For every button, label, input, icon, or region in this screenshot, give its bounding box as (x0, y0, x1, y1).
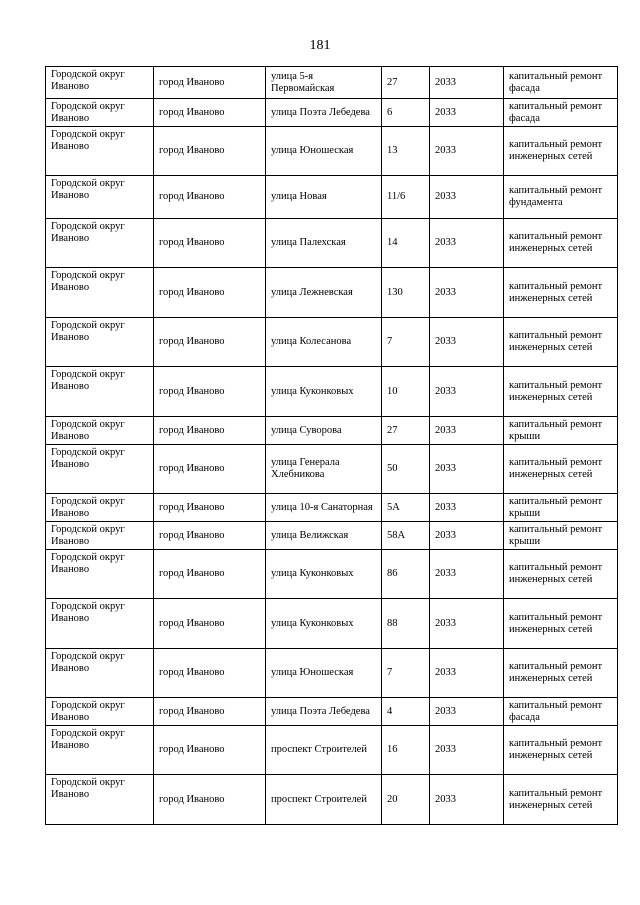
table-row (46, 599, 618, 649)
street-cell: улица Суворова (266, 417, 382, 445)
district-cell: Городской округ Иваново (46, 219, 154, 268)
district-cell: Городской округ Иваново (46, 649, 154, 698)
city-cell: город Иваново (154, 698, 266, 726)
work-type-cell: капитальный ремонт крыши (504, 522, 618, 550)
district-cell: Городской округ Иваново (46, 176, 154, 219)
work-type-cell: капитальный ремонт инженерных сетей (504, 268, 618, 318)
table-row (46, 494, 618, 522)
table-row (46, 550, 618, 599)
street-cell: улица Палехская (266, 219, 382, 268)
work-type-cell: капитальный ремонт фундамента (504, 176, 618, 219)
page-number: 181 (309, 38, 331, 53)
street-cell: улица Лежневская (266, 268, 382, 318)
year-cell: 2033 (430, 599, 504, 649)
street-cell: улица Куконковых (266, 550, 382, 599)
house-number-cell: 130 (382, 268, 430, 318)
district-cell: Городской округ Иваново (46, 698, 154, 726)
district-cell: Городской округ Иваново (46, 318, 154, 367)
city-cell: город Иваново (154, 318, 266, 367)
house-number-cell: 27 (382, 417, 430, 445)
city-cell: город Иваново (154, 99, 266, 127)
table-row (46, 698, 618, 726)
table-row (46, 775, 618, 825)
table-row (46, 219, 618, 268)
street-cell: улица 5-я Первомайская (266, 67, 382, 99)
city-cell: город Иваново (154, 494, 266, 522)
house-number-cell: 7 (382, 649, 430, 698)
city-cell: город Иваново (154, 417, 266, 445)
city-cell: город Иваново (154, 522, 266, 550)
work-type-cell: капитальный ремонт инженерных сетей (504, 219, 618, 268)
year-cell: 2033 (430, 367, 504, 417)
work-type-cell: капитальный ремонт крыши (504, 494, 618, 522)
district-cell: Городской округ Иваново (46, 775, 154, 825)
table-row (46, 268, 618, 318)
house-number-cell: 14 (382, 219, 430, 268)
year-cell: 2033 (430, 726, 504, 775)
year-cell: 2033 (430, 127, 504, 176)
city-cell: город Иваново (154, 445, 266, 494)
table-row (46, 99, 618, 127)
street-cell: улица Куконковых (266, 599, 382, 649)
year-cell: 2033 (430, 219, 504, 268)
street-cell: улица Поэта Лебедева (266, 698, 382, 726)
house-number-cell: 4 (382, 698, 430, 726)
table-row (46, 445, 618, 494)
street-cell: проспект Строителей (266, 726, 382, 775)
year-cell: 2033 (430, 67, 504, 99)
work-type-cell: капитальный ремонт инженерных сетей (504, 726, 618, 775)
year-cell: 2033 (430, 698, 504, 726)
house-number-cell: 10 (382, 367, 430, 417)
city-cell: город Иваново (154, 726, 266, 775)
district-cell: Городской округ Иваново (46, 99, 154, 127)
house-number-cell: 6 (382, 99, 430, 127)
table-row (46, 127, 618, 176)
city-cell: город Иваново (154, 649, 266, 698)
work-type-cell: капитальный ремонт инженерных сетей (504, 367, 618, 417)
work-type-cell: капитальный ремонт инженерных сетей (504, 127, 618, 176)
table-row (46, 176, 618, 219)
year-cell: 2033 (430, 268, 504, 318)
street-cell: улица Генерала Хлебникова (266, 445, 382, 494)
district-cell: Городской округ Иваново (46, 127, 154, 176)
district-cell: Городской округ Иваново (46, 367, 154, 417)
table-row (46, 649, 618, 698)
street-cell: улица 10-я Санаторная (266, 494, 382, 522)
city-cell: город Иваново (154, 599, 266, 649)
work-type-cell: капитальный ремонт инженерных сетей (504, 318, 618, 367)
work-type-cell: капитальный ремонт фасада (504, 67, 618, 99)
city-cell: город Иваново (154, 550, 266, 599)
district-cell: Городской округ Иваново (46, 726, 154, 775)
district-cell: Городской округ Иваново (46, 445, 154, 494)
street-cell: улица Юношеская (266, 127, 382, 176)
work-type-cell: капитальный ремонт инженерных сетей (504, 550, 618, 599)
house-number-cell: 27 (382, 67, 430, 99)
work-type-cell: капитальный ремонт инженерных сетей (504, 599, 618, 649)
year-cell: 2033 (430, 550, 504, 599)
street-cell: улица Новая (266, 176, 382, 219)
work-type-cell: капитальный ремонт инженерных сетей (504, 775, 618, 825)
street-cell: улица Юношеская (266, 649, 382, 698)
table-row (46, 67, 618, 99)
street-cell: улица Колесанова (266, 318, 382, 367)
street-cell: проспект Строителей (266, 775, 382, 825)
house-number-cell: 5А (382, 494, 430, 522)
work-type-cell: капитальный ремонт фасада (504, 99, 618, 127)
year-cell: 2033 (430, 99, 504, 127)
city-cell: город Иваново (154, 268, 266, 318)
year-cell: 2033 (430, 649, 504, 698)
house-number-cell: 16 (382, 726, 430, 775)
district-cell: Городской округ Иваново (46, 417, 154, 445)
street-cell: улица Куконковых (266, 367, 382, 417)
district-cell: Городской округ Иваново (46, 522, 154, 550)
house-number-cell: 88 (382, 599, 430, 649)
table-row (46, 318, 618, 367)
district-cell: Городской округ Иваново (46, 268, 154, 318)
year-cell: 2033 (430, 494, 504, 522)
work-type-cell: капитальный ремонт фасада (504, 698, 618, 726)
city-cell: город Иваново (154, 775, 266, 825)
district-cell: Городской округ Иваново (46, 67, 154, 99)
city-cell: город Иваново (154, 127, 266, 176)
year-cell: 2033 (430, 522, 504, 550)
table-row (46, 367, 618, 417)
house-number-cell: 13 (382, 127, 430, 176)
house-number-cell: 11/6 (382, 176, 430, 219)
work-type-cell: капитальный ремонт крыши (504, 417, 618, 445)
house-number-cell: 20 (382, 775, 430, 825)
city-cell: город Иваново (154, 67, 266, 99)
year-cell: 2033 (430, 176, 504, 219)
work-type-cell: капитальный ремонт инженерных сетей (504, 445, 618, 494)
year-cell: 2033 (430, 775, 504, 825)
house-number-cell: 7 (382, 318, 430, 367)
table-row (46, 522, 618, 550)
table-row (46, 726, 618, 775)
table-row (46, 417, 618, 445)
city-cell: город Иваново (154, 219, 266, 268)
year-cell: 2033 (430, 318, 504, 367)
street-cell: улица Велижская (266, 522, 382, 550)
district-cell: Городской округ Иваново (46, 599, 154, 649)
house-number-cell: 58А (382, 522, 430, 550)
district-cell: Городской округ Иваново (46, 494, 154, 522)
house-number-cell: 86 (382, 550, 430, 599)
district-cell: Городской округ Иваново (46, 550, 154, 599)
year-cell: 2033 (430, 445, 504, 494)
work-type-cell: капитальный ремонт инженерных сетей (504, 649, 618, 698)
city-cell: город Иваново (154, 176, 266, 219)
table-body (46, 67, 618, 825)
city-cell: город Иваново (154, 367, 266, 417)
house-number-cell: 50 (382, 445, 430, 494)
street-cell: улица Поэта Лебедева (266, 99, 382, 127)
year-cell: 2033 (430, 417, 504, 445)
repair-schedule-table (45, 66, 618, 825)
